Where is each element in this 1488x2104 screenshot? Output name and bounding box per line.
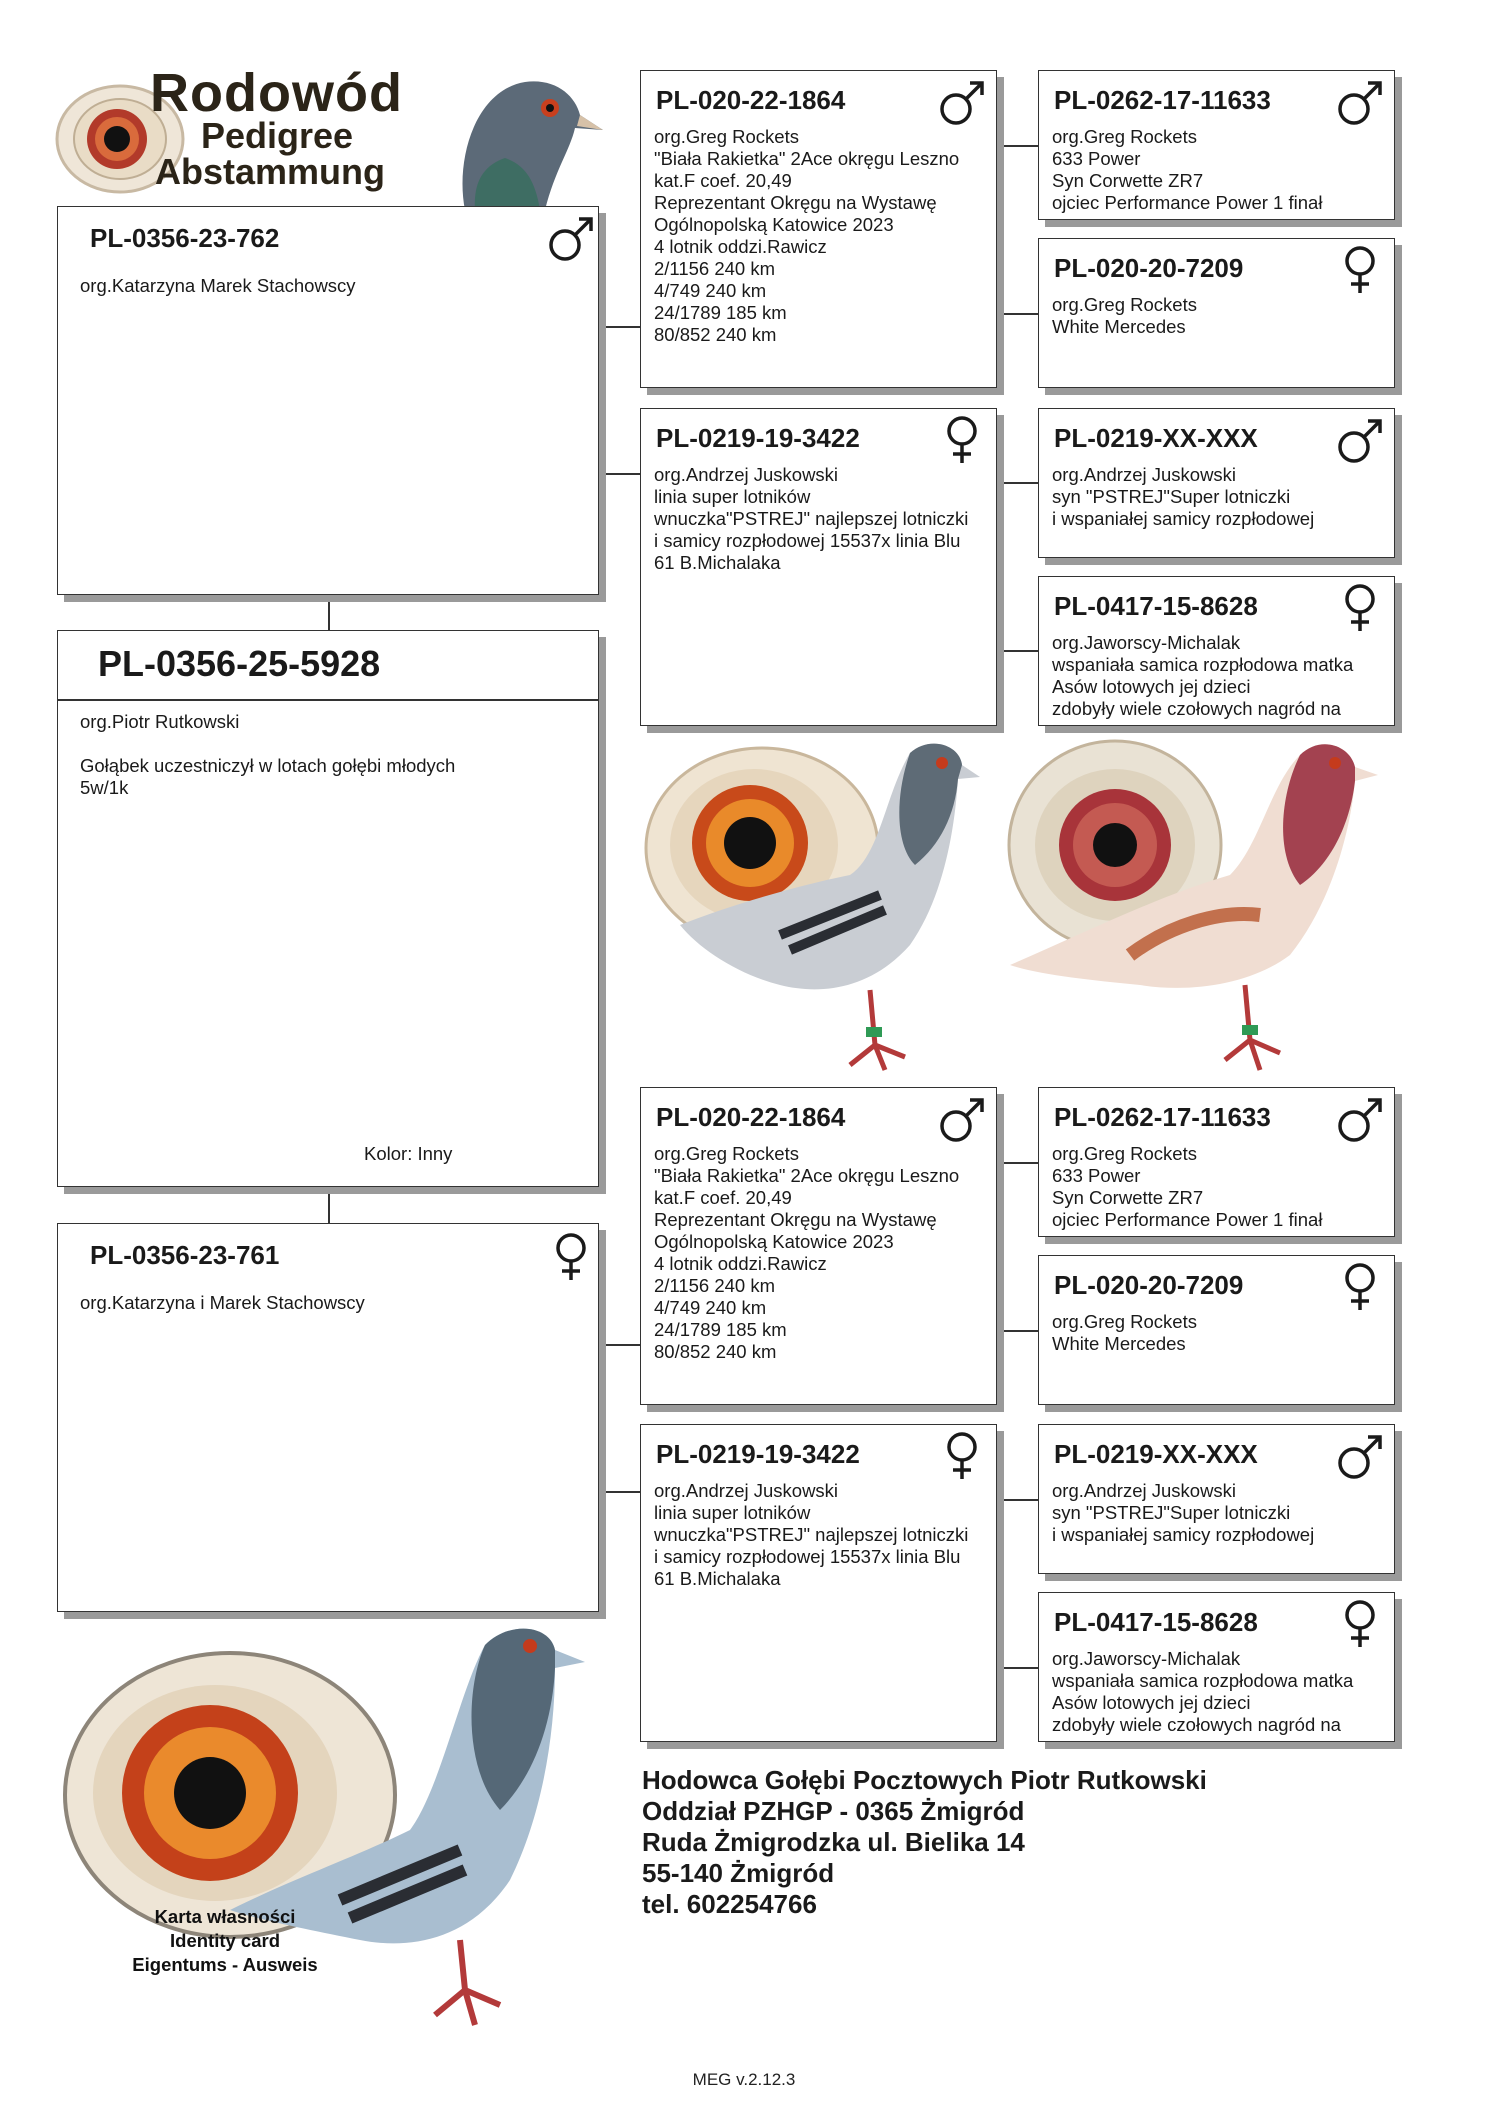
mf-info: org.Greg Rockets "Biała Rakietka" 2Ace okręgu Leszno kat.F coef. 20,49 Reprezentant Okręgu na Wystawę Ogólnopolską Katowice 2023 4 lotnik oddzi.Rawicz 2/1156 240 km 4/749 240 km 24/1789 185 km 80/852 240 km [654,1143,960,1362]
fm-ring-number: PL-0219-19-3422 [656,423,860,453]
mm-card [640,1424,997,1742]
ff-ring-number: PL-020-22-1864 [656,85,846,115]
female-icon [1334,243,1386,295]
connector-mm-mmf [997,1499,1038,1501]
mf-ring-number: PL-020-22-1864 [656,1102,846,1132]
mf-card [640,1087,997,1405]
fmf-card [1038,408,1395,558]
mfm-ring-number: PL-020-20-7209 [1054,1270,1244,1300]
fmm-ring-number: PL-0417-15-8628 [1054,591,1258,621]
ff-info: org.Greg Rockets "Biała Rakietka" 2Ace okręgu Leszno kat.F coef. 20,49 Reprezentant Okręgu na Wystawę Ogólnopolską Katowice 2023 4 lotnik oddzi.Rawicz 2/1156 240 km 4/749 240 km 24/1789 185 km 80/852 240 km [654,126,960,345]
father-info: org.Katarzyna Marek Stachowscy [80,275,356,296]
connector-mf-mfm [997,1330,1038,1332]
header-logo [55,62,615,212]
mff-info: org.Greg Rockets 633 Power Syn Corwette ZR7 ojciec Performance Power 1 finał [1052,1143,1323,1230]
main-color-label: Kolor: Inny [364,1143,453,1164]
fmf-info: org.Andrzej Juskowski syn "PSTREJ"Super lotniczki i wspaniałej samicy rozpłodowej [1052,464,1315,529]
mff-ring-number: PL-0262-17-11633 [1054,1102,1271,1132]
connector-fm-fmm [997,650,1038,652]
connector-father-ff [599,326,640,328]
ffm-info: org.Greg Rockets White Mercedes [1052,294,1197,337]
fmm-card [1038,576,1395,726]
connector-main-mother [328,1187,330,1223]
identity-card-illustration [60,1620,605,2030]
mmm-card [1038,1592,1395,1742]
male-icon [1334,77,1386,129]
mmf-card [1038,1424,1395,1574]
pigeon-head-icon [435,70,605,210]
main-info: org.Piotr Rutkowski Gołąbek uczestniczył w lotach gołębi młodych 5w/1k [80,711,456,798]
breeder-contact: Hodowca Gołębi Pocztowych Piotr Rutkowski Oddział PZHGP - 0365 Żmigród Ruda Żmigrodzka ul. Bielika 14 55-140 Żmigród tel. 602254766 [642,1765,1207,1919]
male-icon [1334,415,1386,467]
connector-mother-mm [599,1491,640,1493]
identity-card-text: Karta własności Identity card Eigentums - Ausweis [132,1906,318,1975]
fmf-ring-number: PL-0219-XX-XXX [1054,423,1258,453]
female-icon [1334,581,1386,633]
main-ring-number: PL-0356-25-5928 [98,643,381,684]
mff-card [1038,1087,1395,1237]
female-icon [545,1230,597,1282]
mother-ring-number: PL-0356-23-761 [90,1240,280,1270]
male-icon [1334,1431,1386,1483]
male-icon [545,213,597,265]
father-ring-number: PL-0356-23-762 [90,223,280,253]
female-icon [1334,1260,1386,1312]
connector-ff-ffm [997,313,1038,315]
fmm-info: org.Jaworscy-Michalak wspaniała samica rozpłodowa matka Asów lotowych jej dzieci zdobyły wiele czołowych nagród na [1052,632,1354,719]
connector-fm-fmf [997,482,1038,484]
mother-info: org.Katarzyna i Marek Stachowscy [80,1292,365,1313]
mfm-card [1038,1255,1395,1405]
blue-pigeon-icon [670,735,1000,1080]
fff-ring-number: PL-0262-17-11633 [1054,85,1271,115]
connector-father-fm [599,473,640,475]
male-icon [936,77,988,129]
connector-mf-mff [997,1162,1038,1164]
main-bird-card [57,630,599,1187]
male-icon [936,1094,988,1146]
main-title-divider [58,699,598,701]
ffm-ring-number: PL-020-20-7209 [1054,253,1244,283]
pedigree-subtitle-de: Abstammung [155,151,386,192]
fm-card [640,408,997,726]
mother-card [57,1223,599,1612]
mmm-info: org.Jaworscy-Michalak wspaniała samica rozpłodowa matka Asów lotowych jej dzieci zdobyły wiele czołowych nagród na [1052,1648,1354,1735]
fff-card [1038,70,1395,220]
fm-info: org.Andrzej Juskowski linia super lotników wnuczka"PSTREJ" najlepszej lotniczki i samicy rozpłodowej 15537x linia Blu 61 B.Michalaka [654,464,969,573]
pedigree-title: Rodowód [150,63,403,123]
connector-mm-mmm [997,1667,1038,1669]
mm-ring-number: PL-0219-19-3422 [656,1439,860,1469]
red-pigeon-icon [1010,735,1400,1080]
mfm-info: org.Greg Rockets White Mercedes [1052,1311,1197,1354]
pedigree-subtitle-en: Pedigree [201,115,354,156]
male-icon [1334,1094,1386,1146]
fff-info: org.Greg Rockets 633 Power Syn Corwette ZR7 ojciec Performance Power 1 finał [1052,126,1323,213]
mmf-ring-number: PL-0219-XX-XXX [1054,1439,1258,1469]
mm-info: org.Andrzej Juskowski linia super lotników wnuczka"PSTREJ" najlepszej lotniczki i samicy rozpłodowej 15537x linia Blu 61 B.Michalaka [654,1480,969,1589]
father-card [57,206,599,595]
female-icon [936,413,988,465]
mmf-info: org.Andrzej Juskowski syn "PSTREJ"Super lotniczki i wspaniałej samicy rozpłodowej [1052,1480,1315,1545]
pigeon-pair-illustration [640,735,1400,1080]
female-icon [1334,1597,1386,1649]
ff-card [640,70,997,388]
connector-ff-fff [997,145,1038,147]
female-icon [936,1429,988,1481]
version-label: MEG v.2.12.3 [692,2070,796,2089]
connector-mother-mf [599,1344,640,1346]
mmm-ring-number: PL-0417-15-8628 [1054,1607,1258,1637]
ffm-card [1038,238,1395,388]
connector-father-main [328,595,330,630]
